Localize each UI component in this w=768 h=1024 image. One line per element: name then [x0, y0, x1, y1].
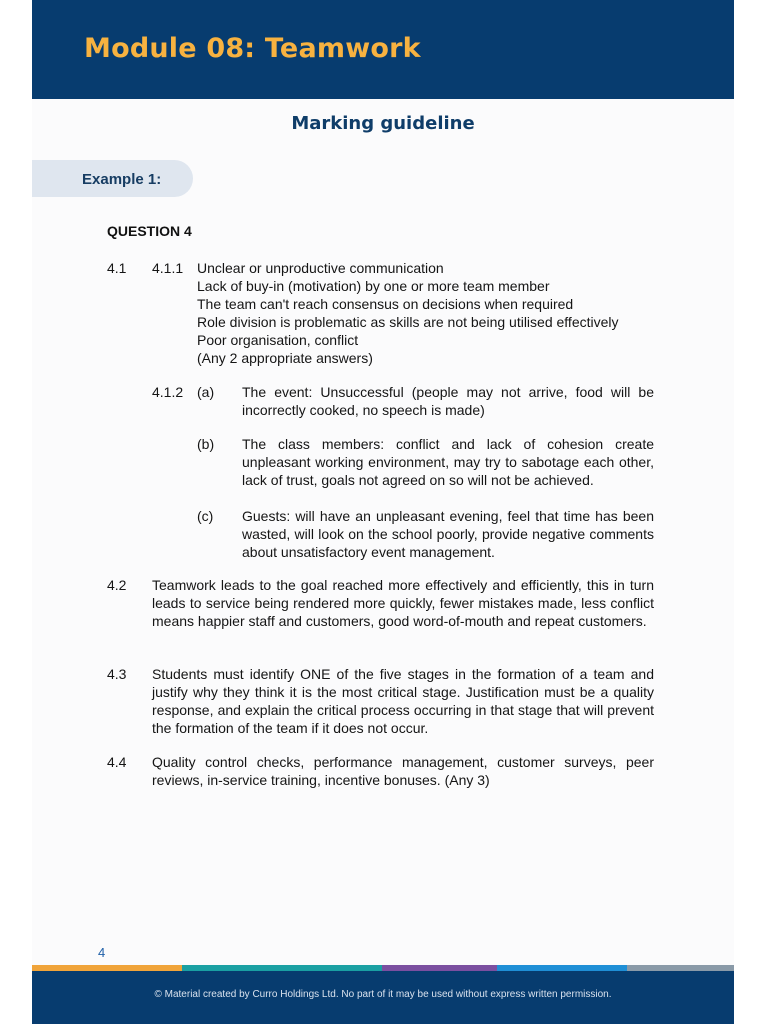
q4-1-1-number: 4.1.1: [152, 260, 184, 276]
q4-4-text: Quality control checks, performance management, customer surveys, peer reviews, in-service training, incentive bonuses. (Any 3): [152, 754, 654, 788]
item-c-label: (c): [197, 508, 214, 524]
q4-1-number: 4.1: [107, 260, 127, 276]
footer-banner: [32, 971, 734, 1024]
answer-line: The team can't reach consensus on decisions when required: [197, 296, 574, 312]
item-b-text: The class members: conflict and lack of cohesion create unpleasant working environment, may try to sabotage each other, lack of trust, goals not agreed on so will not be achieved.: [242, 436, 654, 488]
item-c-text: Guests: will have an unpleasant evening, feel that time has been wasted, will look on the school poorly, provide negative comments about unsatisfactory event management.: [242, 508, 654, 560]
page-number: 4: [98, 945, 106, 960]
module-title: Module 08: Teamwork: [84, 33, 421, 64]
item-a-text: The event: Unsuccessful (people may not arrive, food will be incorrectly cooked, no speech is made): [242, 384, 654, 418]
copyright-notice: © Material created by Curro Holdings Ltd. No part of it may be used without express written permission.: [154, 989, 612, 1000]
q4-3-number: 4.3: [107, 666, 127, 682]
q4-2-text: Teamwork leads to the goal reached more effectively and efficiently, this in turn leads to service being rendered more quickly, fewer mistakes made, less conflict means happier staff and customers, good word-of-mouth and repeat customers.: [152, 577, 654, 629]
header-banner: [32, 0, 734, 99]
answer-line: Lack of buy-in (motivation) by one or more team member: [197, 278, 550, 294]
question-heading: QUESTION 4: [107, 223, 192, 239]
answer-line: (Any 2 appropriate answers): [197, 350, 373, 366]
answer-line: Unclear or unproductive communication: [197, 260, 444, 276]
q4-1-2-number: 4.1.2: [152, 384, 184, 400]
q4-4-number: 4.4: [107, 754, 127, 770]
q4-1-1-answers: [197, 259, 667, 367]
item-a-label: (a): [197, 384, 215, 400]
q4-3-text: Students must identify ONE of the five stages in the formation of a team and justify why they think it is the most critical stage. Justification must be a quality response, and explain the critical process occurring in that stage that will prevent the formation of the team if it does not occur.: [152, 666, 654, 736]
answer-line: Role division is problematic as skills are not being utilised effectively: [197, 314, 619, 330]
q4-2-number: 4.2: [107, 577, 127, 593]
document-page: [32, 0, 734, 1024]
item-b-label: (b): [197, 436, 215, 452]
answer-line: Poor organisation, conflict: [197, 332, 359, 348]
page-subtitle: Marking guideline: [291, 113, 475, 134]
example-label: Example 1:: [82, 171, 162, 188]
